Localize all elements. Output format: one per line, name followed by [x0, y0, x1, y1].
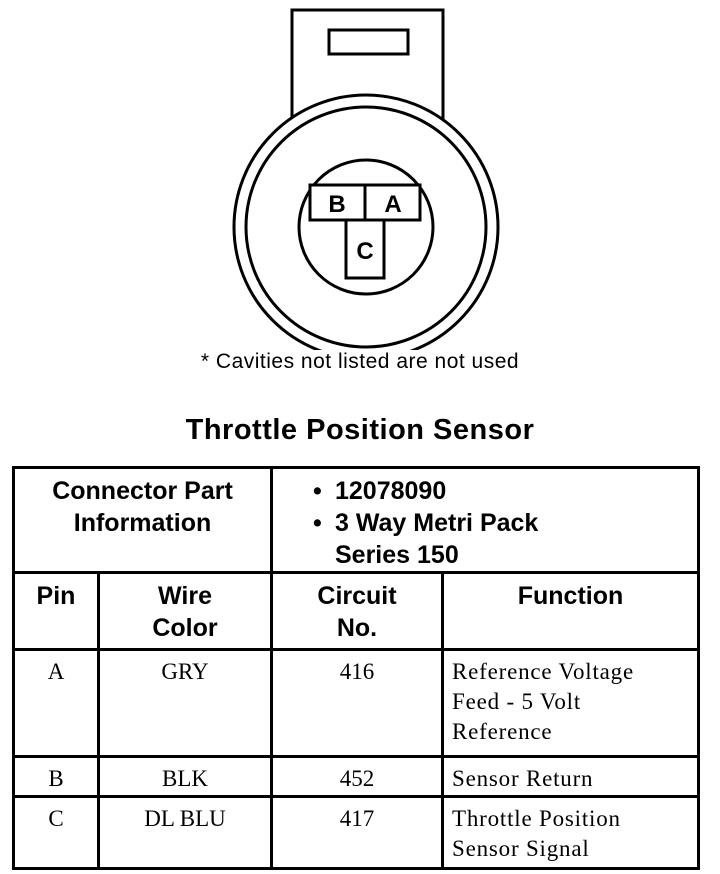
table-row — [14, 757, 699, 797]
pin-cell: A — [14, 650, 99, 757]
pin-cell: B — [14, 757, 99, 797]
wire-color-cell: DL BLU — [99, 797, 272, 869]
connector-pinout-table — [12, 466, 700, 870]
header-circuit: Circuit No. — [272, 573, 443, 650]
cavity-label-b: B — [328, 191, 346, 218]
table-row — [14, 650, 699, 757]
table-header-row — [14, 573, 699, 650]
page-title: Throttle Position Sensor — [185, 414, 535, 446]
header-pin: Pin — [14, 573, 99, 650]
table-row — [14, 797, 699, 869]
cavity-label-a: A — [384, 191, 402, 218]
function-cell: Sensor Return — [443, 757, 699, 797]
wire-color-cell: GRY — [99, 650, 272, 757]
connector-info-values — [272, 468, 699, 573]
wire-color-cell: BLK — [99, 757, 272, 797]
connector-info-label: Connector Part Information — [14, 468, 272, 573]
connector-info-row — [14, 468, 699, 573]
unused-cavities-note: * Cavities not listed are not used — [200, 350, 520, 373]
connector-drawing — [0, 0, 720, 350]
pin-cell: C — [14, 797, 99, 869]
connector-series: Series 150 — [335, 541, 459, 569]
function-cell: Reference Voltage Feed - 5 Volt Reference — [443, 650, 699, 757]
header-wire-color: Wire Color — [99, 573, 272, 650]
circuit-cell: 452 — [272, 757, 443, 797]
connector-part-number: • 12078090 — [313, 477, 447, 505]
cavity-label-c: C — [356, 238, 374, 265]
circuit-cell: 416 — [272, 650, 443, 757]
connector-type: • 3 Way Metri Pack — [313, 509, 539, 537]
function-cell: Throttle Position Sensor Signal — [443, 797, 699, 869]
circuit-cell: 417 — [272, 797, 443, 869]
header-function: Function — [443, 573, 699, 650]
